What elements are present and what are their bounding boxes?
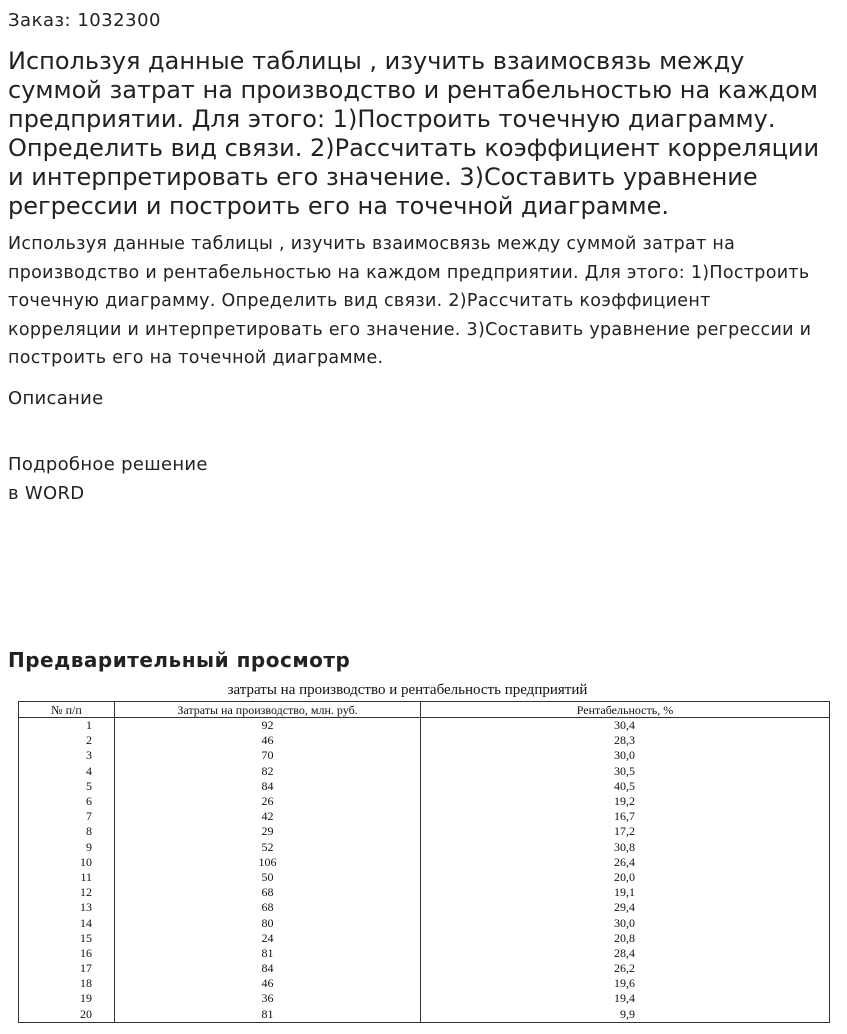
table-row <box>19 794 830 809</box>
table-row <box>19 824 830 839</box>
cell-number: 4 <box>19 764 115 779</box>
cell-profitability: 40,5 <box>421 779 830 794</box>
cell-profitability: 19,2 <box>421 794 830 809</box>
cell-costs: 42 <box>115 809 421 824</box>
cell-number: 7 <box>19 809 115 824</box>
cell-profitability: 20,0 <box>421 870 830 885</box>
preview-heading: Предварительный просмотр <box>8 648 351 672</box>
cell-profitability: 17,2 <box>421 824 830 839</box>
cell-costs: 29 <box>115 824 421 839</box>
cell-profitability: 30,8 <box>421 840 830 855</box>
cell-costs: 81 <box>115 946 421 961</box>
table-row <box>19 718 830 734</box>
cell-costs: 26 <box>115 794 421 809</box>
header-number: № п/п <box>19 702 115 718</box>
cell-profitability: 26,4 <box>421 855 830 870</box>
cell-costs: 36 <box>115 991 421 1006</box>
cell-profitability: 19,1 <box>421 885 830 900</box>
cell-number: 8 <box>19 824 115 839</box>
cell-profitability: 20,8 <box>421 931 830 946</box>
cell-costs: 46 <box>115 976 421 991</box>
table-header-row <box>19 702 830 718</box>
cell-profitability: 28,4 <box>421 946 830 961</box>
solution-line-2: в WORD <box>8 483 85 504</box>
solution-line-1: Подробное решение <box>8 454 208 475</box>
cell-number: 16 <box>19 946 115 961</box>
cell-number: 2 <box>19 733 115 748</box>
table-row <box>19 733 830 748</box>
table-row <box>19 915 830 930</box>
table-row <box>19 748 830 763</box>
table-row <box>19 900 830 915</box>
cell-profitability: 28,3 <box>421 733 830 748</box>
table-row <box>19 976 830 991</box>
cell-costs: 84 <box>115 779 421 794</box>
table-row <box>19 764 830 779</box>
header-profitability: Рентабельность, % <box>421 702 830 718</box>
cell-number: 14 <box>19 915 115 930</box>
cell-number: 18 <box>19 976 115 991</box>
cell-costs: 70 <box>115 748 421 763</box>
cell-profitability: 19,4 <box>421 991 830 1006</box>
cell-costs: 50 <box>115 870 421 885</box>
order-number: Заказ: 1032300 <box>8 10 161 31</box>
cell-profitability: 29,4 <box>421 900 830 915</box>
table-body <box>19 718 830 1023</box>
table-row <box>19 946 830 961</box>
table-row <box>19 809 830 824</box>
cell-number: 6 <box>19 794 115 809</box>
table-row <box>19 840 830 855</box>
page-title: Используя данные таблицы , изучить взаимосвязь между суммой затрат на производство и рентабельностью на каждом предприятии. Для этого: 1)Построить точечную диаграмму. Определить вид связи. 2)Рассчитать коэффициент корреляции и интерпретировать его значение. 3)Составить уравнение регрессии и построить его на точечной диаграмме. <box>8 47 820 220</box>
cell-profitability: 19,6 <box>421 976 830 991</box>
table-row <box>19 961 830 976</box>
task-description: Используя данные таблицы , изучить взаимосвязь между суммой затрат на производство и рентабельностью на каждом предприятии. Для этого: 1)Построить точечную диаграмму. Определить вид связи. 2)Рассчитать коэффициент корреляции и интерпретировать его значение. 3)Составить уравнение регрессии и построить его на точечной диаграмме. <box>8 234 812 369</box>
cell-costs: 84 <box>115 961 421 976</box>
table-row <box>19 931 830 946</box>
table-row <box>19 885 830 900</box>
preview-table <box>18 701 830 1023</box>
cell-costs: 92 <box>115 718 421 734</box>
description-label: Описание <box>8 388 104 409</box>
cell-profitability: 30,0 <box>421 748 830 763</box>
cell-number: 9 <box>19 840 115 855</box>
cell-costs: 68 <box>115 885 421 900</box>
cell-profitability: 30,5 <box>421 764 830 779</box>
cell-number: 1 <box>19 718 115 734</box>
cell-profitability: 16,7 <box>421 809 830 824</box>
cell-costs: 80 <box>115 915 421 930</box>
cell-number: 5 <box>19 779 115 794</box>
cell-costs: 24 <box>115 931 421 946</box>
table-row <box>19 779 830 794</box>
cell-number: 11 <box>19 870 115 885</box>
cell-costs: 81 <box>115 1007 421 1023</box>
cell-number: 17 <box>19 961 115 976</box>
cell-number: 12 <box>19 885 115 900</box>
table-row <box>19 855 830 870</box>
cell-number: 19 <box>19 991 115 1006</box>
cell-number: 10 <box>19 855 115 870</box>
cell-number: 3 <box>19 748 115 763</box>
table-row <box>19 1007 830 1023</box>
header-costs: Затраты на производство, млн. руб. <box>115 702 421 718</box>
cell-costs: 68 <box>115 900 421 915</box>
cell-costs: 82 <box>115 764 421 779</box>
cell-costs: 46 <box>115 733 421 748</box>
cell-costs: 52 <box>115 840 421 855</box>
cell-number: 20 <box>19 1007 115 1023</box>
cell-costs: 106 <box>115 855 421 870</box>
solution-note <box>8 450 208 508</box>
cell-number: 13 <box>19 900 115 915</box>
cell-profitability: 26,2 <box>421 961 830 976</box>
cell-profitability: 30,4 <box>421 718 830 734</box>
table-row <box>19 870 830 885</box>
cell-number: 15 <box>19 931 115 946</box>
cell-profitability: 9,9 <box>421 1007 830 1023</box>
table-row <box>19 991 830 1006</box>
preview-table-caption: затраты на производство и рентабельность предприятий <box>227 682 588 698</box>
cell-profitability: 30,0 <box>421 915 830 930</box>
